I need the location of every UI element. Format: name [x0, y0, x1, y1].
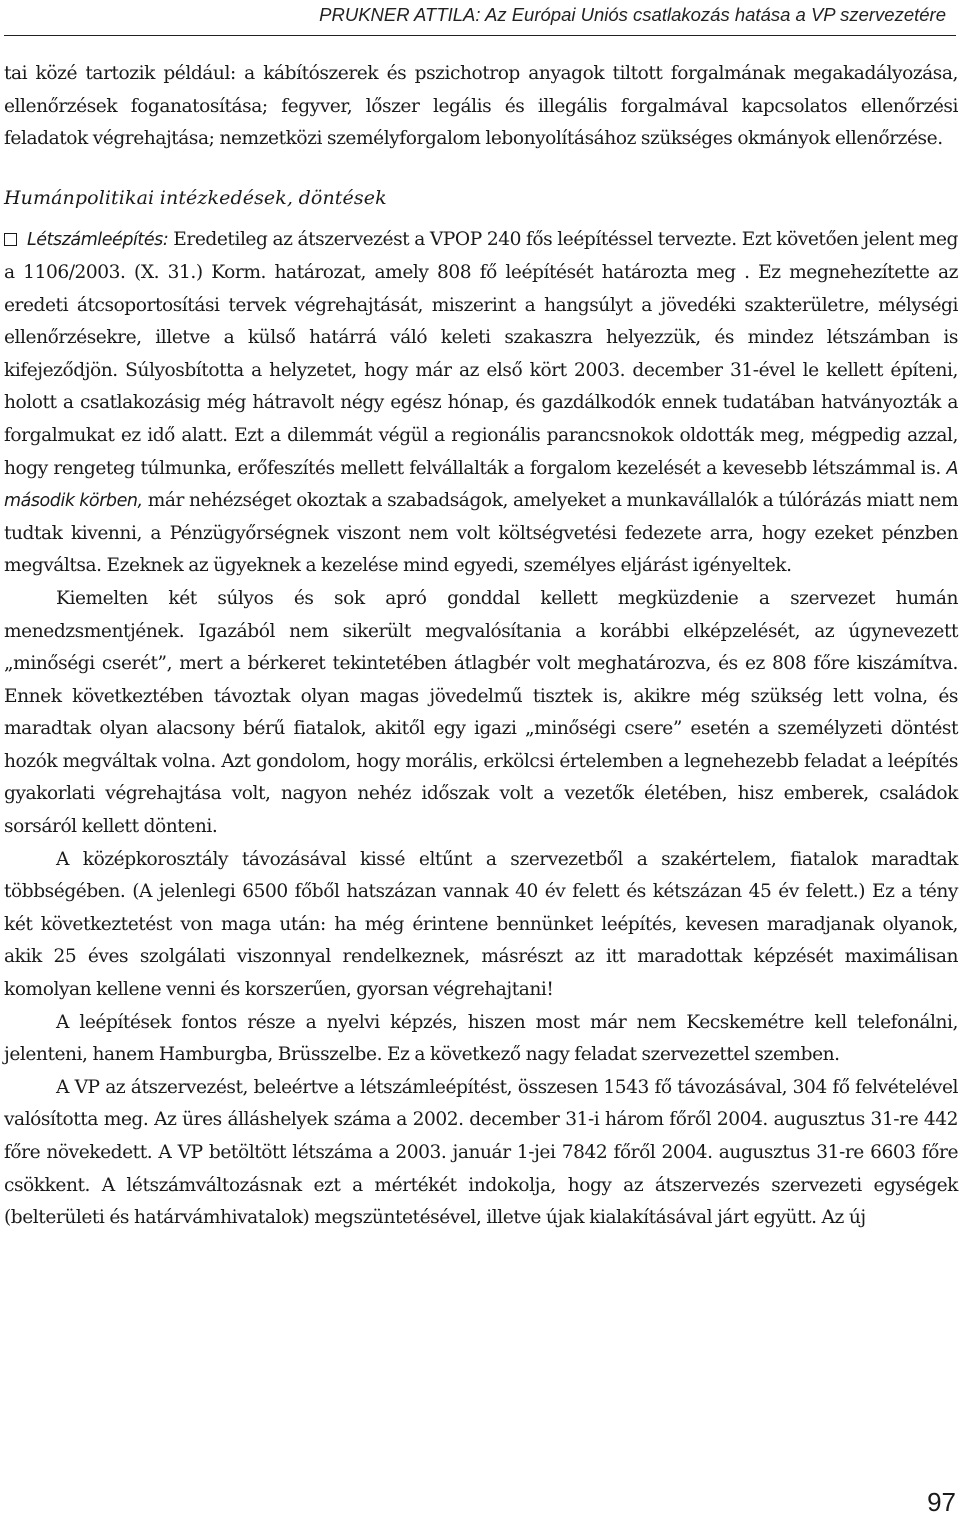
running-header: PRUKNER ATTILA: Az Európai Uniós csatlakozás hatása a VP szervezetére — [319, 4, 946, 25]
section-heading: Humánpolitikai intézkedések, döntések — [4, 186, 387, 209]
paragraph-5: A leépítések fontos része a nyelvi képzés, hiszen most már nem Kecskemétre kell telefonálni, jelenteni, hanem Hamburgba, Brüsszelbe. Ez a következő nagy feladat szervezettel szemben. — [4, 1011, 958, 1066]
paragraph-4: A középkorosztály távozásával kissé eltűnt a szervezetből a szakértelem, fiatalok maradtak többségében. (A jelenlegi 6500 főből hatszázan vannak 40 év felett és kétszázan 45 év felett.) Ez a tény két következtetést von maga után: ha még érintene bennünket leépítés, kevesen maradjanak olyanok, akik 25 éves szolgálati viszonnyal rendelkeznek, másrészt az itt maradottak képzését maximálisan komolyan kellene venni és korszerűen, gyorsan végrehajtani! — [4, 848, 958, 1001]
header-rule — [4, 35, 956, 36]
page-number: 97 — [927, 1487, 956, 1517]
paragraph-6: A VP az átszervezést, beleértve a létszámleépítést, összesen 1543 fő távozásával, 304 fő felvételével valósította meg. Az üres álláshelyek száma a 2002. december 31-i három főről 2004. augusztus 31-re 442 főre növekedett. A VP betöltött létszáma a 2003. január 1-jei 7842 főről 2004. augusztus 31-re 6603 főre csökkent. A létszámváltozásnak ezt a mértékét indokolja, hogy az átszervezés szervezeti egységek (belterületi és határvámhivatalok) megszüntetésével, illetve újak kialakításával járt együtt. Az új — [4, 1076, 958, 1229]
paragraph-3: Kiemelten két súlyos és sok apró gonddal kellett megküzdenie a szervezet humán menedzsmentjének. Igazából nem sikerült megvalósítania a korábbi elképzelését, az úgynevezett „minőségi cserét”, mert a bérkeret tekintetében átlagbér volt meghatározva, és ez 808 főre kiszámítva. Ennek következtében távoztak olyan magas jövedelmű tisztek is, akikre még szükség lett volna, és maradtak olyan alacsony bérű fiatalok, akitől egy igazi „minőségi csere” esetén a személyzeti döntést hozók megváltak volna. Azt gondolom, hogy morális, erkölcsi értelemben a legnehezebb feladat a leépítés gyakorlati végrehajtása volt, nagyon nehéz időszak volt a vezetők életében, hisz emberek, családok sorsáról kellett dönteni. — [4, 587, 958, 838]
paragraph-2-text-b: már nehézséget okoztak a szabadságok, amelyeket a munkavállalók a túlórázás miatt nem tudtak kivenni, a Pénzügyőrségnek viszont nem volt költségvetési fedezete arra, hogy ezeket pénzben megváltsa. Ezeknek az ügyeknek a kezelése mind egyedi, személyes eljárást igényeltek. — [4, 490, 959, 577]
checkbox-icon — [4, 233, 17, 246]
paragraph-1: tai közé tartozik például: a kábítószerek és pszichotrop anyagok tiltott forgalmának megakadályozása, ellenőrzések foganatosítása; fegyver, lőszer legális és illegális forgalmával kapcsolatos ellenőrzési feladatok végrehajtása; nemzetközi személyforgalom lebonyolításához szükséges okmányok ellenőrzése. — [4, 63, 958, 150]
paragraph-2-italic: A második körben, — [4, 458, 958, 512]
page-body — [4, 58, 958, 1235]
paragraph-2-text-a: Eredetileg az átszervezést a VPOP 240 fős leépítéssel tervezte. Ezt követően jelent meg a 1106/2003. (X. 31.) Korm. határozat, amely 808 fő leépítését határozta meg . Ez megnehezítette az eredeti átcsoportosítási tervek végrehajtását, miszerint a hangsúlyt a jövedéki szakterületre, mélységi ellenőrzésekre, illetve a külső határrá váló keleti szakaszra helyezzük, és mindez létszámban is kifejeződjön. Súlyosbította a helyzetet, hogy már az első kört 2003. december 31-ével le kellett építeni, holott a csatlakozásig még hátravolt négy egész hónap, és gazdálkodók ennek tudatában hatványozták a forgalmukat ez idő alatt. Ezt a dilemmát végül a regionális parancsnokok oldották meg, mégpedig azzal, hogy rengeteg túlmunka, erőfeszítés mellett felvállalták a forgalom kezelését a kevesebb létszámmal is. — [4, 229, 958, 479]
lead-term: Létszámleépítés: — [27, 230, 169, 251]
paragraph-2 — [4, 224, 958, 583]
